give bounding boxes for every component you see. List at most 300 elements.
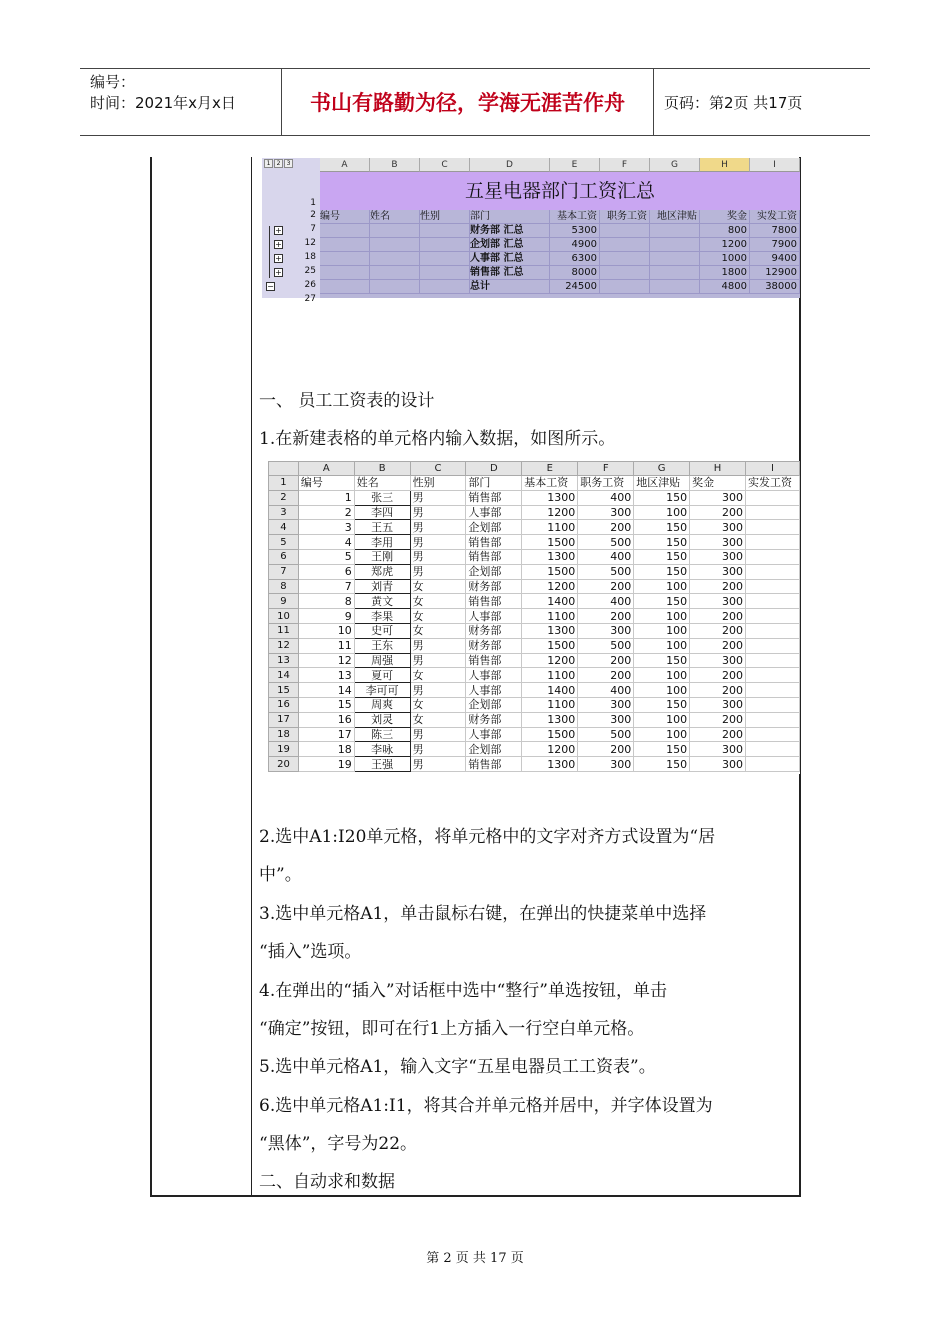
table-cell[interactable]: 1300 — [522, 712, 578, 727]
table-cell[interactable]: 1500 — [522, 638, 578, 653]
table-cell[interactable]: 姓名 — [354, 476, 410, 491]
table-cell[interactable]: 销售部 — [466, 490, 522, 505]
row-number[interactable]: 14 — [269, 668, 299, 683]
table-cell[interactable]: 销售部 — [466, 594, 522, 609]
table-cell[interactable]: 男 — [410, 742, 466, 757]
summary-cell: 4900 — [550, 238, 600, 252]
table-cell[interactable]: 1100 — [522, 668, 578, 683]
column-header[interactable]: C — [420, 158, 470, 172]
summary-cell — [600, 252, 650, 266]
table-row — [269, 683, 800, 698]
table-cell[interactable]: 300 — [690, 564, 746, 579]
row-number[interactable]: 12 — [269, 638, 299, 653]
table-cell[interactable]: 200 — [690, 712, 746, 727]
table-cell[interactable]: 200 — [578, 579, 634, 594]
table-cell[interactable] — [745, 505, 799, 520]
table-cell[interactable]: 1300 — [522, 490, 578, 505]
table-cell[interactable]: 200 — [578, 668, 634, 683]
table-cell[interactable]: 女 — [410, 594, 466, 609]
table-cell[interactable]: 人事部 — [466, 727, 522, 742]
table-cell[interactable]: 9 — [298, 609, 354, 624]
column-header[interactable]: H — [690, 462, 746, 476]
summary-cell: 5300 — [550, 224, 600, 238]
table-cell[interactable]: 8 — [298, 594, 354, 609]
summary-cell — [370, 238, 420, 252]
summary-cell: 地区津贴 — [650, 210, 700, 224]
table-cell[interactable]: 职务工资 — [578, 476, 634, 491]
column-header[interactable]: A — [320, 158, 370, 172]
table-cell[interactable]: 1100 — [522, 609, 578, 624]
summary-cell — [650, 280, 700, 294]
summary-cell: 财务部 汇总 — [470, 224, 550, 238]
table-cell[interactable]: 2 — [298, 505, 354, 520]
table-cell[interactable]: 1100 — [522, 697, 578, 712]
table-cell[interactable]: 200 — [578, 653, 634, 668]
table-cell[interactable]: 4 — [298, 535, 354, 550]
table-cell[interactable]: 1500 — [522, 564, 578, 579]
summary-row — [320, 238, 800, 252]
summary-row — [320, 252, 800, 266]
summary-cell — [320, 280, 370, 294]
table-cell[interactable]: 郑虎 — [354, 564, 410, 579]
table-cell[interactable]: 男 — [410, 564, 466, 579]
table-cell[interactable]: 100 — [634, 683, 690, 698]
table-cell[interactable]: 500 — [578, 564, 634, 579]
table-cell[interactable] — [745, 653, 799, 668]
summary-screenshot — [262, 158, 800, 304]
table-cell[interactable]: 150 — [634, 490, 690, 505]
summary-cell — [650, 266, 700, 280]
table-row — [269, 490, 800, 505]
column-header[interactable]: I — [745, 462, 799, 476]
table-row — [269, 609, 800, 624]
table-cell[interactable]: 100 — [634, 579, 690, 594]
table-row — [269, 564, 800, 579]
row-number[interactable]: 19 — [269, 742, 299, 757]
table-cell[interactable]: 13 — [298, 668, 354, 683]
summary-cell: 24500 — [550, 280, 600, 294]
table-cell[interactable]: 李用 — [354, 535, 410, 550]
table-cell[interactable]: 人事部 — [466, 505, 522, 520]
table-cell[interactable]: 100 — [634, 712, 690, 727]
summary-cell — [370, 280, 420, 294]
table-cell[interactable]: 14 — [298, 683, 354, 698]
table-row — [269, 505, 800, 520]
table-cell[interactable]: 15 — [298, 697, 354, 712]
table-cell[interactable]: 销售部 — [466, 653, 522, 668]
table-cell[interactable]: 男 — [410, 638, 466, 653]
row-number[interactable]: 4 — [269, 520, 299, 535]
table-cell[interactable]: 1300 — [522, 549, 578, 564]
table-cell[interactable]: 女 — [410, 623, 466, 638]
table-cell[interactable]: 男 — [410, 490, 466, 505]
table-cell[interactable]: 女 — [410, 697, 466, 712]
table-cell[interactable]: 500 — [578, 535, 634, 550]
table-cell[interactable] — [745, 727, 799, 742]
table-cell[interactable]: 财务部 — [466, 712, 522, 727]
table-cell[interactable] — [745, 697, 799, 712]
table-cell[interactable]: 400 — [578, 549, 634, 564]
step-6-line-1: 6.选中单元格A1:I1，将其合并单元格并居中，并字体设置为 — [259, 1096, 713, 1116]
row-number: 7 — [310, 224, 316, 234]
table-cell[interactable]: 3 — [298, 520, 354, 535]
summary-cell: 编号 — [320, 210, 370, 224]
row-number[interactable]: 5 — [269, 535, 299, 550]
column-header[interactable]: F — [578, 462, 634, 476]
summary-cell — [320, 252, 370, 266]
row-number[interactable]: 20 — [269, 757, 299, 772]
outline-toggle-button[interactable]: + — [275, 254, 282, 263]
row-number[interactable]: 13 — [269, 653, 299, 668]
table-cell[interactable]: 400 — [578, 594, 634, 609]
table-cell[interactable]: 200 — [690, 668, 746, 683]
column-header[interactable]: I — [750, 158, 800, 172]
table-cell[interactable]: 200 — [690, 638, 746, 653]
table-cell[interactable]: 200 — [690, 623, 746, 638]
table-cell[interactable]: 王刚 — [354, 549, 410, 564]
table-row — [269, 712, 800, 727]
table-cell[interactable]: 王东 — [354, 638, 410, 653]
table-cell[interactable]: 300 — [690, 742, 746, 757]
outline-toggle-button[interactable]: + — [275, 226, 282, 235]
summary-cell: 1800 — [700, 266, 750, 280]
table-cell[interactable] — [745, 594, 799, 609]
table-cell[interactable]: 150 — [634, 594, 690, 609]
page-header — [80, 68, 870, 136]
table-cell[interactable]: 17 — [298, 727, 354, 742]
table-cell[interactable]: 300 — [690, 697, 746, 712]
table-cell[interactable]: 300 — [690, 594, 746, 609]
table-cell[interactable]: 女 — [410, 668, 466, 683]
table-cell[interactable]: 奖金 — [690, 476, 746, 491]
table-cell[interactable]: 100 — [634, 609, 690, 624]
table-cell[interactable]: 300 — [690, 520, 746, 535]
table-cell[interactable]: 12 — [298, 653, 354, 668]
table-cell[interactable]: 11 — [298, 638, 354, 653]
row-number[interactable]: 15 — [269, 683, 299, 698]
row-number: 12 — [304, 238, 316, 248]
table-cell[interactable]: 100 — [634, 668, 690, 683]
table-cell[interactable] — [745, 638, 799, 653]
table-cell[interactable] — [745, 490, 799, 505]
table-row — [269, 668, 800, 683]
table-cell[interactable]: 李咏 — [354, 742, 410, 757]
table-cell[interactable]: 李四 — [354, 505, 410, 520]
table-cell[interactable]: 200 — [578, 742, 634, 757]
table-cell[interactable] — [745, 757, 799, 772]
section-heading-2: 二、自动求和数据 — [259, 1172, 395, 1192]
column-header[interactable]: D — [466, 462, 522, 476]
step-4-line-2: “确定”按钮，即可在行1上方插入一行空白单元格。 — [259, 1019, 645, 1039]
table-cell[interactable]: 周爽 — [354, 697, 410, 712]
summary-cell — [420, 252, 470, 266]
table-cell[interactable]: 1500 — [522, 535, 578, 550]
column-header[interactable]: D — [470, 158, 550, 172]
table-cell[interactable]: 人事部 — [466, 668, 522, 683]
table-cell[interactable]: 7 — [298, 579, 354, 594]
table-cell[interactable] — [745, 579, 799, 594]
table-cell[interactable]: 李果 — [354, 609, 410, 624]
column-header[interactable]: F — [600, 158, 650, 172]
table-cell[interactable]: 男 — [410, 683, 466, 698]
summary-cell — [320, 224, 370, 238]
step-3-line-2: “插入”选项。 — [259, 942, 362, 962]
table-cell[interactable] — [745, 742, 799, 757]
step-1: 1.在新建表格的单元格内输入数据，如图所示。 — [259, 429, 616, 449]
summary-cell: 8000 — [550, 266, 600, 280]
table-cell[interactable]: 100 — [634, 727, 690, 742]
step-3-line-1: 3.选中单元格A1，单击鼠标右键，在弹出的快捷菜单中选择 — [259, 904, 707, 924]
table-cell[interactable]: 人事部 — [466, 683, 522, 698]
table-cell[interactable]: 200 — [690, 579, 746, 594]
row-number[interactable]: 8 — [269, 579, 299, 594]
table-cell[interactable]: 100 — [634, 638, 690, 653]
row-number[interactable]: 17 — [269, 712, 299, 727]
table-cell[interactable]: 财务部 — [466, 579, 522, 594]
summary-cell — [370, 266, 420, 280]
row-number: 2 — [310, 210, 316, 220]
table-cell[interactable]: 16 — [298, 712, 354, 727]
outline-toggle-button[interactable]: + — [275, 268, 282, 277]
summary-cell: 1000 — [700, 252, 750, 266]
table-cell[interactable]: 1 — [298, 490, 354, 505]
summary-cell — [420, 280, 470, 294]
row-number[interactable]: 1 — [269, 476, 299, 491]
row-number[interactable]: 11 — [269, 623, 299, 638]
table-cell[interactable]: 6 — [298, 564, 354, 579]
outline-bracket — [269, 226, 274, 278]
table-cell[interactable]: 200 — [578, 609, 634, 624]
table-row — [269, 520, 800, 535]
outline-toggle-button[interactable]: + — [275, 240, 282, 249]
table-cell[interactable]: 300 — [690, 535, 746, 550]
table-cell[interactable] — [745, 609, 799, 624]
table-cell[interactable] — [745, 535, 799, 550]
table-cell[interactable]: 150 — [634, 653, 690, 668]
table-cell[interactable]: 1400 — [522, 683, 578, 698]
summary-cell — [420, 224, 470, 238]
table-cell[interactable]: 300 — [690, 549, 746, 564]
column-header[interactable]: H — [700, 158, 750, 172]
table-cell[interactable]: 150 — [634, 742, 690, 757]
table-cell[interactable]: 1200 — [522, 505, 578, 520]
table-cell[interactable] — [745, 712, 799, 727]
table-cell[interactable]: 150 — [634, 520, 690, 535]
summary-cell: 1200 — [700, 238, 750, 252]
table-cell[interactable]: 300 — [690, 490, 746, 505]
summary-cell: 性别 — [420, 210, 470, 224]
table-cell[interactable]: 200 — [578, 520, 634, 535]
table-cell[interactable]: 150 — [634, 564, 690, 579]
table-header-row — [269, 476, 800, 491]
summary-cell: 人事部 汇总 — [470, 252, 550, 266]
summary-cell: 6300 — [550, 252, 600, 266]
table-cell[interactable]: 1100 — [522, 520, 578, 535]
table-row — [269, 638, 800, 653]
column-divider — [251, 157, 252, 1195]
outline-level-button[interactable]: 2 — [274, 159, 283, 168]
table-cell[interactable]: 1400 — [522, 594, 578, 609]
table-cell[interactable] — [745, 564, 799, 579]
table-cell[interactable]: 1200 — [522, 653, 578, 668]
table-cell[interactable]: 100 — [634, 505, 690, 520]
table-cell[interactable]: 500 — [578, 638, 634, 653]
table-cell[interactable]: 男 — [410, 535, 466, 550]
employee-table — [268, 461, 800, 772]
table-cell[interactable]: 男 — [410, 653, 466, 668]
table-cell[interactable]: 刘灵 — [354, 712, 410, 727]
table-cell[interactable]: 300 — [578, 757, 634, 772]
table-cell[interactable] — [745, 683, 799, 698]
summary-cell: 7900 — [750, 238, 800, 252]
table-cell[interactable]: 编号 — [298, 476, 354, 491]
table-cell[interactable]: 地区津贴 — [634, 476, 690, 491]
table-cell[interactable]: 销售部 — [466, 549, 522, 564]
summary-row — [320, 280, 800, 294]
table-cell[interactable]: 女 — [410, 579, 466, 594]
table-cell[interactable]: 300 — [578, 697, 634, 712]
table-cell[interactable]: 1300 — [522, 757, 578, 772]
table-cell[interactable]: 200 — [690, 609, 746, 624]
table-cell[interactable]: 150 — [634, 697, 690, 712]
table-cell[interactable]: 销售部 — [466, 757, 522, 772]
table-cell[interactable]: 企划部 — [466, 742, 522, 757]
summary-row — [320, 210, 800, 224]
column-header[interactable]: G — [650, 158, 700, 172]
table-cell[interactable]: 5 — [298, 549, 354, 564]
table-cell[interactable]: 18 — [298, 742, 354, 757]
table-cell[interactable]: 男 — [410, 549, 466, 564]
table-cell[interactable]: 19 — [298, 757, 354, 772]
outline-level-button[interactable]: 3 — [284, 159, 293, 168]
column-header[interactable]: B — [370, 158, 420, 172]
page-footer: 第 2 页 共 17 页 — [426, 1251, 524, 1266]
table-cell[interactable]: 企划部 — [466, 697, 522, 712]
table-cell[interactable]: 150 — [634, 757, 690, 772]
table-cell[interactable]: 企划部 — [466, 520, 522, 535]
table-cell[interactable]: 1200 — [522, 742, 578, 757]
table-cell[interactable]: 企划部 — [466, 564, 522, 579]
table-cell[interactable]: 300 — [578, 505, 634, 520]
column-header[interactable] — [269, 462, 299, 476]
table-cell[interactable]: 男 — [410, 757, 466, 772]
table-cell[interactable]: 陈三 — [354, 727, 410, 742]
table-cell[interactable]: 100 — [634, 623, 690, 638]
table-cell[interactable]: 财务部 — [466, 638, 522, 653]
table-cell[interactable]: 200 — [690, 727, 746, 742]
table-cell[interactable]: 男 — [410, 520, 466, 535]
table-cell[interactable]: 男 — [410, 505, 466, 520]
table-cell[interactable]: 150 — [634, 535, 690, 550]
row-number: 27 — [304, 294, 316, 304]
summary-cell: 12900 — [750, 266, 800, 280]
table-cell[interactable]: 刘青 — [354, 579, 410, 594]
step-5: 5.选中单元格A1，输入文字“五星电器员工工资表”。 — [259, 1057, 656, 1077]
column-header[interactable]: E — [550, 158, 600, 172]
table-cell[interactable]: 500 — [578, 727, 634, 742]
table-cell[interactable]: 周强 — [354, 653, 410, 668]
table-cell[interactable]: 1200 — [522, 579, 578, 594]
table-cell[interactable]: 基本工资 — [522, 476, 578, 491]
row-number[interactable]: 16 — [269, 697, 299, 712]
table-cell[interactable]: 300 — [690, 653, 746, 668]
column-header-row — [269, 462, 800, 476]
table-row — [269, 594, 800, 609]
row-number[interactable]: 6 — [269, 549, 299, 564]
table-cell[interactable]: 人事部 — [466, 609, 522, 624]
row-number[interactable]: 7 — [269, 564, 299, 579]
summary-cell — [420, 238, 470, 252]
table-cell[interactable]: 女 — [410, 712, 466, 727]
table-cell[interactable]: 300 — [578, 712, 634, 727]
table-cell[interactable]: 1300 — [522, 623, 578, 638]
table-cell[interactable]: 王强 — [354, 757, 410, 772]
summary-cell — [600, 280, 650, 294]
summary-title: 五星电器部门工资汇总 — [320, 172, 800, 210]
column-header[interactable]: A — [298, 462, 354, 476]
time-label: 时间：2021年x月x日 — [90, 94, 236, 112]
table-cell[interactable]: 女 — [410, 609, 466, 624]
column-header[interactable]: G — [634, 462, 690, 476]
table-row — [269, 727, 800, 742]
table-cell[interactable]: 史可 — [354, 623, 410, 638]
table-cell[interactable]: 销售部 — [466, 535, 522, 550]
row-number[interactable]: 9 — [269, 594, 299, 609]
table-cell[interactable]: 财务部 — [466, 623, 522, 638]
table-cell[interactable]: 部门 — [466, 476, 522, 491]
table-cell[interactable]: 300 — [690, 757, 746, 772]
summary-cell: 9400 — [750, 252, 800, 266]
table-cell[interactable]: 200 — [690, 505, 746, 520]
outline-toggle-button[interactable]: − — [267, 282, 274, 291]
table-cell[interactable] — [745, 623, 799, 638]
row-number[interactable]: 2 — [269, 490, 299, 505]
summary-cell — [650, 238, 700, 252]
table-cell[interactable]: 张三 — [354, 490, 410, 505]
table-row — [269, 623, 800, 638]
table-cell[interactable]: 1500 — [522, 727, 578, 742]
table-cell[interactable]: 400 — [578, 683, 634, 698]
table-cell[interactable]: 性别 — [410, 476, 466, 491]
header-meta — [80, 69, 282, 135]
table-cell[interactable]: 李可可 — [354, 683, 410, 698]
table-cell[interactable] — [745, 520, 799, 535]
table-row — [269, 653, 800, 668]
row-number[interactable]: 10 — [269, 609, 299, 624]
row-number[interactable]: 18 — [269, 727, 299, 742]
table-cell[interactable]: 400 — [578, 490, 634, 505]
outline-level-button[interactable]: 1 — [264, 159, 273, 168]
table-cell[interactable] — [745, 668, 799, 683]
table-cell[interactable]: 150 — [634, 549, 690, 564]
table-cell[interactable]: 300 — [578, 623, 634, 638]
summary-row — [320, 266, 800, 280]
table-cell[interactable] — [745, 549, 799, 564]
table-cell[interactable]: 黄文 — [354, 594, 410, 609]
row-number[interactable]: 3 — [269, 505, 299, 520]
summary-cell — [370, 224, 420, 238]
table-cell[interactable]: 实发工资 — [745, 476, 799, 491]
table-cell[interactable]: 男 — [410, 727, 466, 742]
table-cell[interactable]: 夏可 — [354, 668, 410, 683]
table-cell[interactable]: 10 — [298, 623, 354, 638]
column-header[interactable]: C — [410, 462, 466, 476]
column-header[interactable]: B — [354, 462, 410, 476]
table-cell[interactable]: 王五 — [354, 520, 410, 535]
row-number: 1 — [310, 198, 316, 208]
table-cell[interactable]: 200 — [690, 683, 746, 698]
column-header[interactable]: E — [522, 462, 578, 476]
